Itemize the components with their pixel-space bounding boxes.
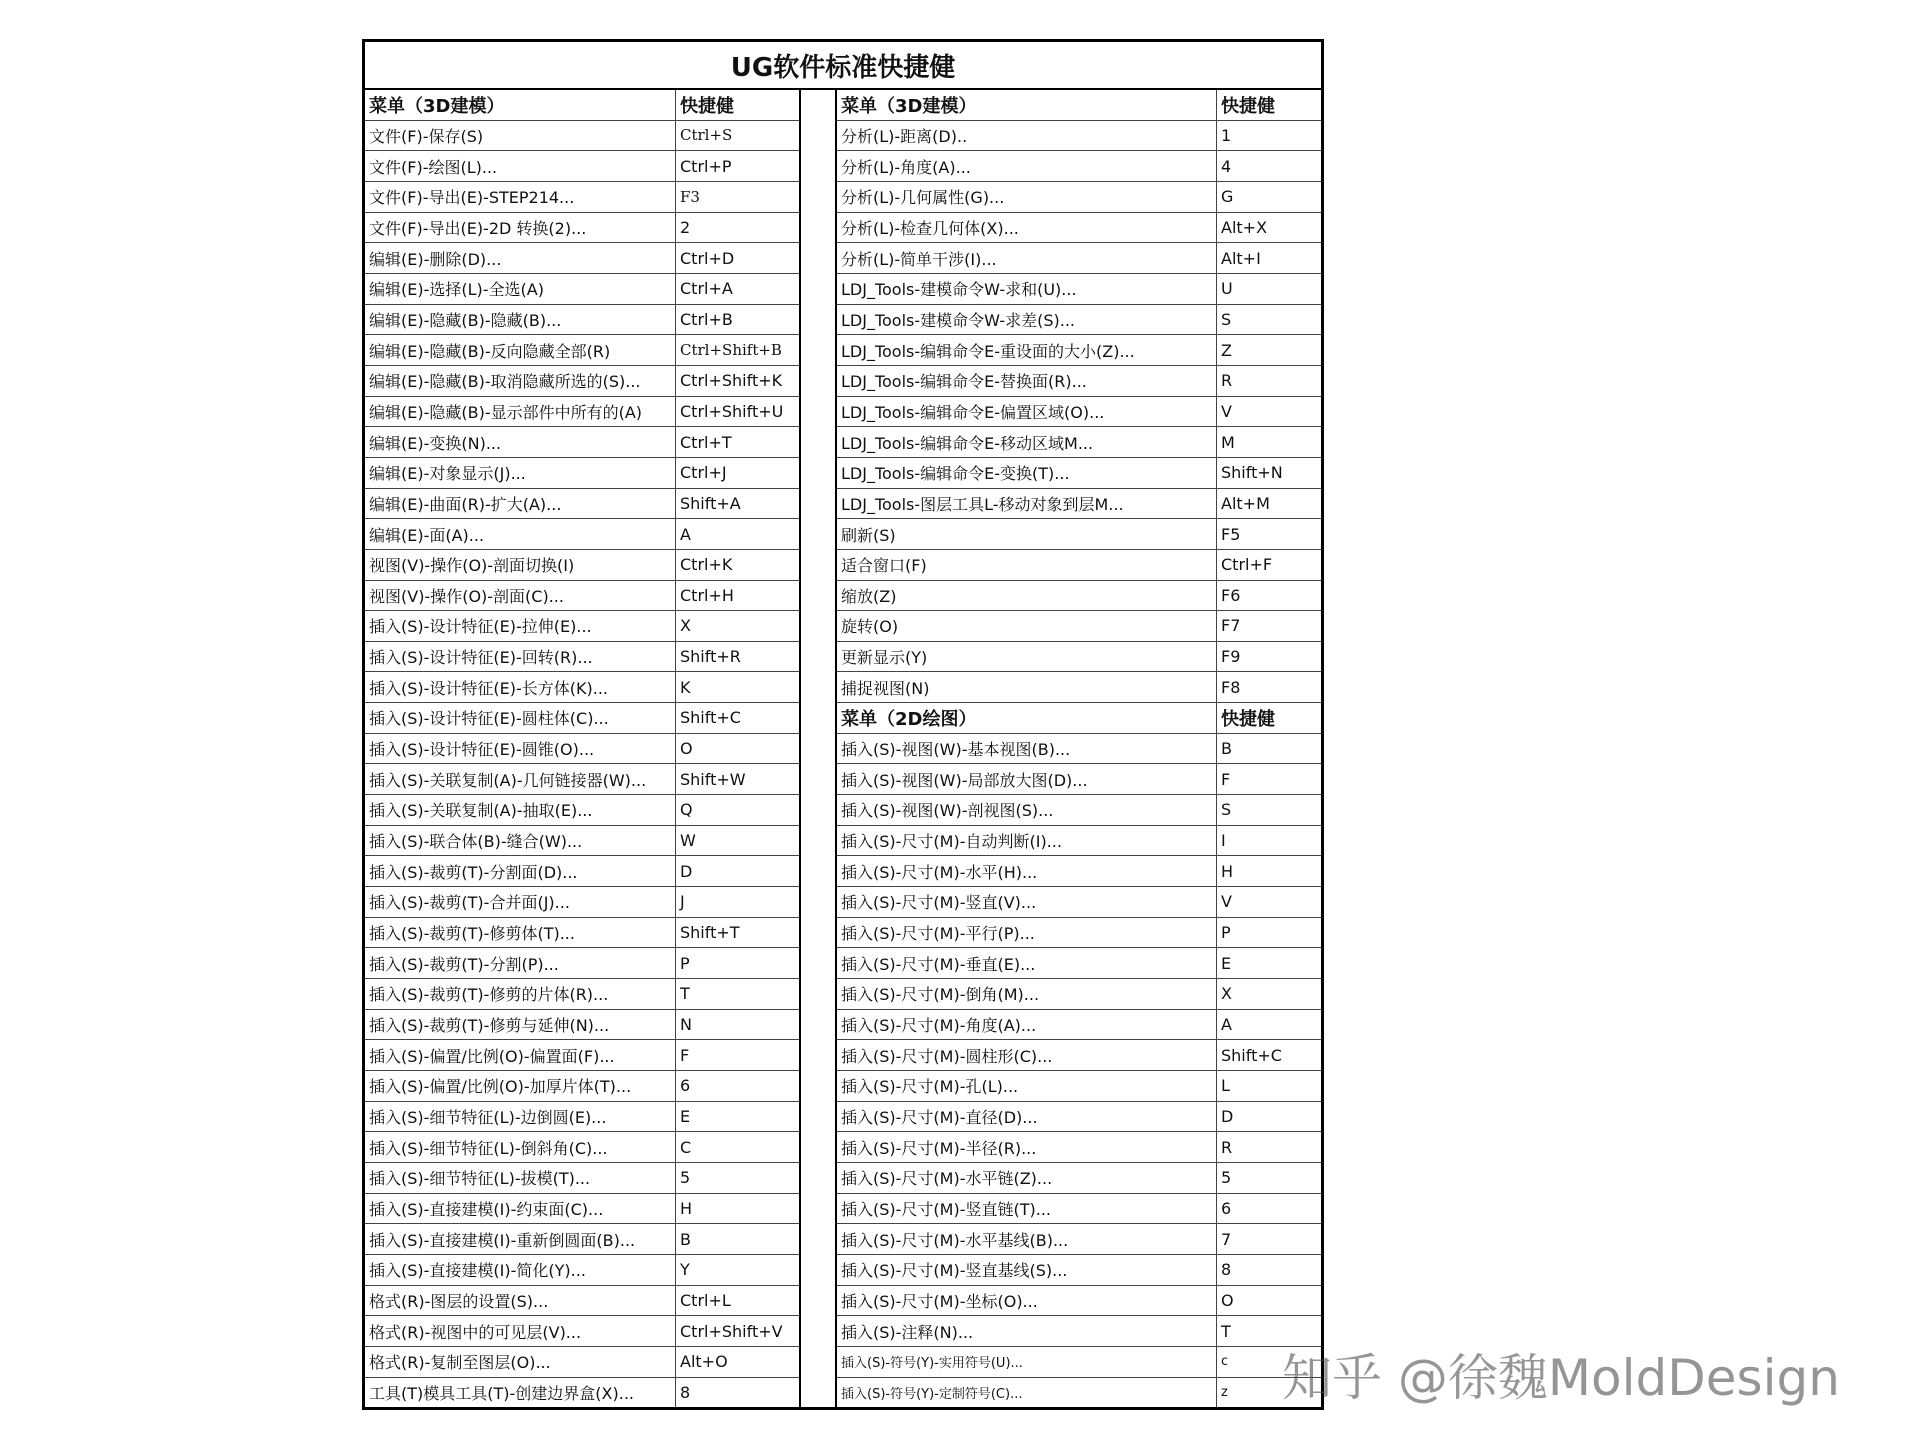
table-row: [365, 795, 799, 826]
table-row: [365, 918, 799, 949]
table-row: [365, 1224, 799, 1255]
menu-path-cell: 插入(S)-尺寸(M)-平行(P)...: [837, 918, 1217, 948]
shortcut-key-cell: F3: [680, 187, 700, 206]
shortcut-key-cell: 8: [1221, 1260, 1232, 1280]
table-row: [365, 672, 799, 703]
shortcut-key-cell: F9: [1221, 647, 1241, 667]
menu-path-cell: 插入(S)-注释(N)...: [837, 1316, 1217, 1346]
menu-path-cell: 插入(S)-尺寸(M)-坐标(O)...: [837, 1286, 1217, 1316]
menu-path-cell: 视图(V)-操作(O)-剖面(C)...: [365, 581, 676, 611]
menu-path-cell: 插入(S)-裁剪(T)-修剪体(T)...: [365, 918, 676, 948]
menu-path-cell: 插入(S)-裁剪(T)-分割面(D)...: [365, 856, 676, 886]
shortcut-key-cell: 6: [680, 1076, 691, 1096]
shortcut-key-cell: Ctrl+L: [680, 1290, 731, 1310]
shortcut-key-cell: T: [680, 984, 690, 1004]
menu-path-cell: LDJ_Tools-编辑命令E-移动区域M...: [837, 427, 1217, 457]
shortcut-key-cell: Shift+T: [680, 923, 740, 943]
menu-path-cell: 插入(S)-视图(W)-基本视图(B)...: [837, 734, 1217, 764]
table-row: [837, 213, 1321, 244]
menu-path-cell: 插入(S)-尺寸(M)-竖直基线(S)...: [837, 1255, 1217, 1285]
table-row: [837, 1163, 1321, 1194]
table-row: [837, 826, 1321, 857]
table-row: [837, 1040, 1321, 1071]
table-row: [837, 1316, 1321, 1347]
table-row: [365, 887, 799, 918]
menu-path-cell: 插入(S)-细节特征(L)-边倒圆(E)...: [365, 1102, 676, 1132]
menu-path-cell: 插入(S)-尺寸(M)-孔(L)...: [837, 1071, 1217, 1101]
table-row: [837, 489, 1321, 520]
shortcut-key-cell: Ctrl+F: [1221, 555, 1273, 575]
shortcut-key-cell: E: [1221, 953, 1232, 973]
shortcut-key-cell: R: [1221, 371, 1233, 391]
table-row: [365, 979, 799, 1010]
shortcut-key-cell: H: [1221, 861, 1234, 881]
table-row: [837, 795, 1321, 826]
shortcut-key-cell: Ctrl+Shift+U: [680, 401, 784, 421]
menu-path-cell: 编辑(E)-隐藏(B)-反向隐藏全部(R): [365, 335, 676, 365]
table-row: [365, 703, 799, 734]
shortcut-key-cell: Shift+A: [680, 493, 741, 513]
menu-path-cell: 文件(F)-绘图(L)...: [365, 151, 676, 181]
shortcut-key-cell: T: [1221, 1321, 1231, 1341]
menu-path-cell: 插入(S)-尺寸(M)-圆柱形(C)...: [837, 1040, 1217, 1070]
shortcut-key-cell: L: [1221, 1076, 1230, 1096]
menu-path-cell: 插入(S)-关联复制(A)-几何链接器(W)...: [365, 764, 676, 794]
menu-path-cell: 插入(S)-尺寸(M)-水平基线(B)...: [837, 1224, 1217, 1254]
menu-path-cell: 插入(S)-关联复制(A)-抽取(E)...: [365, 795, 676, 825]
shortcut-key-cell: Ctrl+T: [680, 432, 732, 452]
left-column: [365, 90, 799, 1407]
menu-path-cell: 插入(S)-裁剪(T)-修剪的片体(R)...: [365, 979, 676, 1009]
shortcut-key-cell: Ctrl+Shift+V: [680, 1321, 783, 1341]
table-row: [837, 581, 1321, 612]
menu-path-cell: LDJ_Tools-编辑命令E-重设面的大小(Z)...: [837, 335, 1217, 365]
menu-path-cell: 插入(S)-尺寸(M)-倒角(M)...: [837, 979, 1217, 1009]
table-row: [365, 550, 799, 581]
table-row: [365, 213, 799, 244]
table-row: [365, 948, 799, 979]
menu-path-cell: 缩放(Z): [837, 581, 1217, 611]
menu-path-cell: 插入(S)-细节特征(L)-拔模(T)...: [365, 1163, 676, 1193]
table-row: [365, 764, 799, 795]
menu-path-cell: 插入(S)-符号(Y)-实用符号(U)...: [837, 1347, 1217, 1377]
shortcut-key-cell: S: [1221, 800, 1232, 820]
shortcut-table: [362, 39, 1324, 1410]
table-row: [365, 1163, 799, 1194]
shortcut-key-cell: I: [1221, 831, 1226, 851]
shortcut-key-cell: Q: [680, 800, 693, 820]
shortcut-key-cell: Ctrl+Shift+K: [680, 371, 783, 391]
menu-path-cell: 编辑(E)-对象显示(J)...: [365, 458, 676, 488]
shortcut-key-cell: 4: [1221, 156, 1232, 176]
table-row: [837, 1347, 1321, 1378]
menu-path-cell: 工具(T)模具工具(T)-创建边界盒(X)...: [365, 1378, 676, 1408]
shortcut-key-cell: 8: [680, 1382, 691, 1402]
menu-path-cell: 编辑(E)-曲面(R)-扩大(A)...: [365, 489, 676, 519]
table-row: [365, 1286, 799, 1317]
table-row: [837, 979, 1321, 1010]
menu-path-cell: 菜单（2D绘图）: [837, 703, 1217, 733]
menu-path-cell: 编辑(E)-隐藏(B)-隐藏(B)...: [365, 305, 676, 335]
menu-path-cell: 格式(R)-视图中的可见层(V)...: [365, 1316, 676, 1346]
menu-path-cell: 格式(R)-复制至图层(O)...: [365, 1347, 676, 1377]
table-row: [365, 1347, 799, 1378]
shortcut-key-cell: U: [1221, 279, 1233, 299]
table-row: [365, 1378, 799, 1408]
shortcut-key-cell: P: [1221, 923, 1231, 943]
table-row: [365, 734, 799, 765]
shortcut-key-cell: W: [680, 831, 696, 851]
shortcut-key-cell: 5: [1221, 1168, 1232, 1188]
table-row: [837, 243, 1321, 274]
shortcut-key-cell: E: [680, 1106, 691, 1126]
shortcut-key-cell: c: [1221, 1354, 1229, 1370]
shortcut-key-cell: V: [1221, 892, 1232, 912]
menu-path-cell: LDJ_Tools-编辑命令E-变换(T)...: [837, 458, 1217, 488]
menu-path-cell: 分析(L)-距离(D)..: [837, 121, 1217, 151]
table-row: [837, 151, 1321, 182]
table-row: [837, 550, 1321, 581]
shortcut-key-cell: Shift+N: [1221, 463, 1283, 483]
menu-path-cell: 插入(S)-尺寸(M)-半径(R)...: [837, 1132, 1217, 1162]
table-row: [365, 1040, 799, 1071]
shortcut-key-cell: R: [1221, 1137, 1233, 1157]
menu-path-cell: 插入(S)-符号(Y)-定制符号(C)...: [837, 1378, 1217, 1408]
shortcut-key-cell: 5: [680, 1168, 691, 1188]
table-row: [837, 121, 1321, 152]
menu-path-cell: 刷新(S): [837, 519, 1217, 549]
shortcut-key-cell: Ctrl+D: [680, 248, 735, 268]
menu-path-cell: 插入(S)-设计特征(E)-圆锥(O)...: [365, 734, 676, 764]
shortcut-key-cell: Alt+O: [680, 1352, 728, 1372]
menu-path-cell: 插入(S)-裁剪(T)-修剪与延伸(N)...: [365, 1010, 676, 1040]
shortcut-key-cell: B: [1221, 739, 1232, 759]
table-row: [837, 734, 1321, 765]
table-row: [365, 826, 799, 857]
shortcut-key-cell: A: [680, 524, 691, 544]
shortcut-key-cell: B: [680, 1229, 691, 1249]
table-row: [837, 1255, 1321, 1286]
left-header-key: 快捷健: [680, 95, 734, 117]
shortcut-key-cell: Z: [1221, 340, 1232, 360]
right-header-key: 快捷健: [1221, 95, 1275, 117]
shortcut-key-cell: Ctrl+A: [680, 279, 733, 299]
menu-path-cell: 插入(S)-尺寸(M)-竖直(V)...: [837, 887, 1217, 917]
table-body: [365, 90, 1321, 1407]
menu-path-cell: 旋转(O): [837, 611, 1217, 641]
menu-path-cell: 插入(S)-直接建模(I)-约束面(C)...: [365, 1194, 676, 1224]
shortcut-key-cell: Shift+C: [1221, 1045, 1282, 1065]
menu-path-cell: 插入(S)-设计特征(E)-圆柱体(C)...: [365, 703, 676, 733]
menu-path-cell: LDJ_Tools-图层工具L-移动对象到层M...: [837, 489, 1217, 519]
table-row: [365, 1316, 799, 1347]
shortcut-key-cell: K: [680, 677, 691, 697]
menu-path-cell: 插入(S)-直接建模(I)-简化(Y)...: [365, 1255, 676, 1285]
table-row: [837, 672, 1321, 703]
table-row: [365, 458, 799, 489]
table-row: [365, 121, 799, 152]
shortcut-key-cell: H: [680, 1198, 693, 1218]
table-row: [837, 1194, 1321, 1225]
shortcut-key-cell: X: [680, 616, 691, 636]
menu-path-cell: LDJ_Tools-编辑命令E-替换面(R)...: [837, 366, 1217, 396]
menu-path-cell: 插入(S)-尺寸(M)-水平(H)...: [837, 856, 1217, 886]
shortcut-key-cell: F7: [1221, 616, 1241, 636]
table-row: [837, 703, 1321, 734]
table-row: [365, 489, 799, 520]
shortcut-key-cell: 7: [1221, 1229, 1232, 1249]
shortcut-key-cell: Ctrl+P: [680, 156, 732, 176]
shortcut-key-cell: G: [1221, 187, 1234, 207]
menu-path-cell: LDJ_Tools-建模命令W-求和(U)...: [837, 274, 1217, 304]
table-row: [365, 305, 799, 336]
table-row: [365, 519, 799, 550]
menu-path-cell: 插入(S)-尺寸(M)-自动判断(I)...: [837, 826, 1217, 856]
shortcut-key-cell: C: [680, 1137, 692, 1157]
table-row: [365, 1010, 799, 1041]
table-row: [365, 1194, 799, 1225]
menu-path-cell: 插入(S)-视图(W)-局部放大图(D)...: [837, 764, 1217, 794]
menu-path-cell: 文件(F)-保存(S): [365, 121, 676, 151]
table-row: [837, 427, 1321, 458]
table-row: [837, 1102, 1321, 1133]
right-column: [837, 90, 1321, 1407]
menu-path-cell: 编辑(E)-隐藏(B)-显示部件中所有的(A): [365, 397, 676, 427]
shortcut-key-cell: V: [1221, 401, 1232, 421]
table-row: [837, 397, 1321, 428]
shortcut-key-cell: Ctrl+K: [680, 555, 733, 575]
table-row: [365, 182, 799, 213]
left-header-menu: 菜单（3D建模）: [365, 90, 676, 120]
menu-path-cell: 编辑(E)-面(A)...: [365, 519, 676, 549]
table-row: [365, 856, 799, 887]
table-row: [837, 764, 1321, 795]
table-row: [837, 642, 1321, 673]
shortcut-key-cell: D: [1221, 1106, 1234, 1126]
menu-path-cell: 插入(S)-裁剪(T)-合并面(J)...: [365, 887, 676, 917]
menu-path-cell: 编辑(E)-变换(N)...: [365, 427, 676, 457]
shortcut-key-cell: 6: [1221, 1198, 1232, 1218]
shortcut-key-cell: 2: [680, 217, 691, 237]
shortcut-key-cell: 1: [1221, 125, 1232, 145]
menu-path-cell: 插入(S)-尺寸(M)-垂直(E)...: [837, 948, 1217, 978]
shortcut-key-cell: S: [1221, 309, 1232, 329]
table-row: [837, 918, 1321, 949]
shortcut-key-cell: X: [1221, 984, 1232, 1004]
table-row: [837, 1071, 1321, 1102]
shortcut-key-cell: Ctrl+Shift+B: [680, 341, 782, 360]
table-row: [365, 274, 799, 305]
table-title: UG软件标准快捷健: [365, 42, 1321, 90]
shortcut-key-cell: A: [1221, 1015, 1232, 1035]
table-row: [837, 856, 1321, 887]
shortcut-key-cell: M: [1221, 432, 1235, 452]
table-row: [365, 642, 799, 673]
shortcut-key-cell: O: [680, 739, 693, 759]
table-row: [365, 335, 799, 366]
menu-path-cell: 插入(S)-直接建模(I)-重新倒圆面(B)...: [365, 1224, 676, 1254]
menu-path-cell: 插入(S)-联合体(B)-缝合(W)...: [365, 826, 676, 856]
menu-path-cell: 文件(F)-导出(E)-2D 转换(2)...: [365, 213, 676, 243]
shortcut-key-cell: Y: [680, 1260, 690, 1280]
menu-path-cell: 分析(L)-角度(A)...: [837, 151, 1217, 181]
shortcut-key-cell: Ctrl+B: [680, 309, 733, 329]
menu-path-cell: LDJ_Tools-建模命令W-求差(S)...: [837, 305, 1217, 335]
menu-path-cell: 插入(S)-细节特征(L)-倒斜角(C)...: [365, 1132, 676, 1162]
menu-path-cell: 编辑(E)-删除(D)...: [365, 243, 676, 273]
left-header-row: [365, 90, 799, 121]
table-row: [365, 151, 799, 182]
menu-path-cell: 插入(S)-偏置/比例(O)-加厚片体(T)...: [365, 1071, 676, 1101]
right-header-row: [837, 90, 1321, 121]
menu-path-cell: 编辑(E)-隐藏(B)-取消隐藏所选的(S)...: [365, 366, 676, 396]
table-row: [365, 1132, 799, 1163]
menu-path-cell: 分析(L)-检查几何体(X)...: [837, 213, 1217, 243]
table-row: [837, 366, 1321, 397]
column-divider: [799, 90, 837, 1407]
menu-path-cell: 分析(L)-简单干涉(I)...: [837, 243, 1217, 273]
menu-path-cell: 分析(L)-几何属性(G)...: [837, 182, 1217, 212]
table-row: [837, 887, 1321, 918]
shortcut-key-cell: Alt+M: [1221, 493, 1270, 513]
menu-path-cell: 插入(S)-设计特征(E)-拉伸(E)...: [365, 611, 676, 641]
shortcut-key-cell: Alt+I: [1221, 248, 1261, 268]
menu-path-cell: 插入(S)-设计特征(E)-长方体(K)...: [365, 672, 676, 702]
table-row: [365, 397, 799, 428]
shortcut-key-cell: N: [680, 1015, 692, 1035]
table-row: [837, 335, 1321, 366]
table-row: [837, 1132, 1321, 1163]
menu-path-cell: 插入(S)-尺寸(M)-竖直链(T)...: [837, 1194, 1217, 1224]
shortcut-key-cell: 快捷健: [1221, 708, 1275, 730]
shortcut-key-cell: Ctrl+J: [680, 463, 727, 483]
table-row: [837, 1286, 1321, 1317]
menu-path-cell: 插入(S)-裁剪(T)-分割(P)...: [365, 948, 676, 978]
table-row: [365, 1102, 799, 1133]
menu-path-cell: LDJ_Tools-编辑命令E-偏置区域(O)...: [837, 397, 1217, 427]
table-row: [837, 274, 1321, 305]
shortcut-key-cell: Alt+X: [1221, 217, 1268, 237]
menu-path-cell: 适合窗口(F): [837, 550, 1217, 580]
shortcut-key-cell: Shift+R: [680, 647, 741, 667]
shortcut-key-cell: Shift+W: [680, 769, 746, 789]
table-row: [837, 458, 1321, 489]
shortcut-key-cell: F5: [1221, 524, 1241, 544]
menu-path-cell: 插入(S)-视图(W)-剖视图(S)...: [837, 795, 1217, 825]
shortcut-key-cell: J: [680, 892, 685, 912]
menu-path-cell: 插入(S)-尺寸(M)-直径(D)...: [837, 1102, 1217, 1132]
table-row: [365, 581, 799, 612]
menu-path-cell: 插入(S)-尺寸(M)-水平链(Z)...: [837, 1163, 1217, 1193]
shortcut-key-cell: F6: [1221, 585, 1241, 605]
shortcut-key-cell: F8: [1221, 677, 1241, 697]
menu-path-cell: 格式(R)-图层的设置(S)...: [365, 1286, 676, 1316]
table-row: [365, 366, 799, 397]
shortcut-key-cell: Shift+C: [680, 708, 741, 728]
shortcut-key-cell: z: [1221, 1384, 1228, 1400]
table-row: [837, 611, 1321, 642]
menu-path-cell: 编辑(E)-选择(L)-全选(A): [365, 274, 676, 304]
table-row: [837, 305, 1321, 336]
table-row: [365, 1071, 799, 1102]
table-row: [837, 1378, 1321, 1408]
menu-path-cell: 插入(S)-设计特征(E)-回转(R)...: [365, 642, 676, 672]
table-row: [365, 1255, 799, 1286]
menu-path-cell: 视图(V)-操作(O)-剖面切换(I): [365, 550, 676, 580]
menu-path-cell: 插入(S)-尺寸(M)-角度(A)...: [837, 1010, 1217, 1040]
watermark-text: 知乎 @徐魏MoldDesign: [1282, 1349, 1840, 1407]
table-row: [365, 611, 799, 642]
shortcut-key-cell: P: [680, 953, 690, 973]
menu-path-cell: 文件(F)-导出(E)-STEP214...: [365, 182, 676, 212]
menu-path-cell: 插入(S)-偏置/比例(O)-偏置面(F)...: [365, 1040, 676, 1070]
table-row: [365, 427, 799, 458]
shortcut-key-cell: Ctrl+H: [680, 585, 734, 605]
menu-path-cell: 更新显示(Y): [837, 642, 1217, 672]
shortcut-key-cell: O: [1221, 1290, 1234, 1310]
shortcut-key-cell: F: [1221, 769, 1231, 789]
shortcut-key-cell: D: [680, 861, 693, 881]
table-row: [837, 948, 1321, 979]
shortcut-key-cell: F: [680, 1045, 690, 1065]
table-row: [837, 182, 1321, 213]
shortcut-key-cell: Ctrl+S: [680, 126, 733, 145]
table-row: [837, 519, 1321, 550]
table-row: [837, 1224, 1321, 1255]
table-row: [837, 1010, 1321, 1041]
right-header-menu: 菜单（3D建模）: [837, 90, 1217, 120]
table-row: [365, 243, 799, 274]
menu-path-cell: 捕捉视图(N): [837, 672, 1217, 702]
